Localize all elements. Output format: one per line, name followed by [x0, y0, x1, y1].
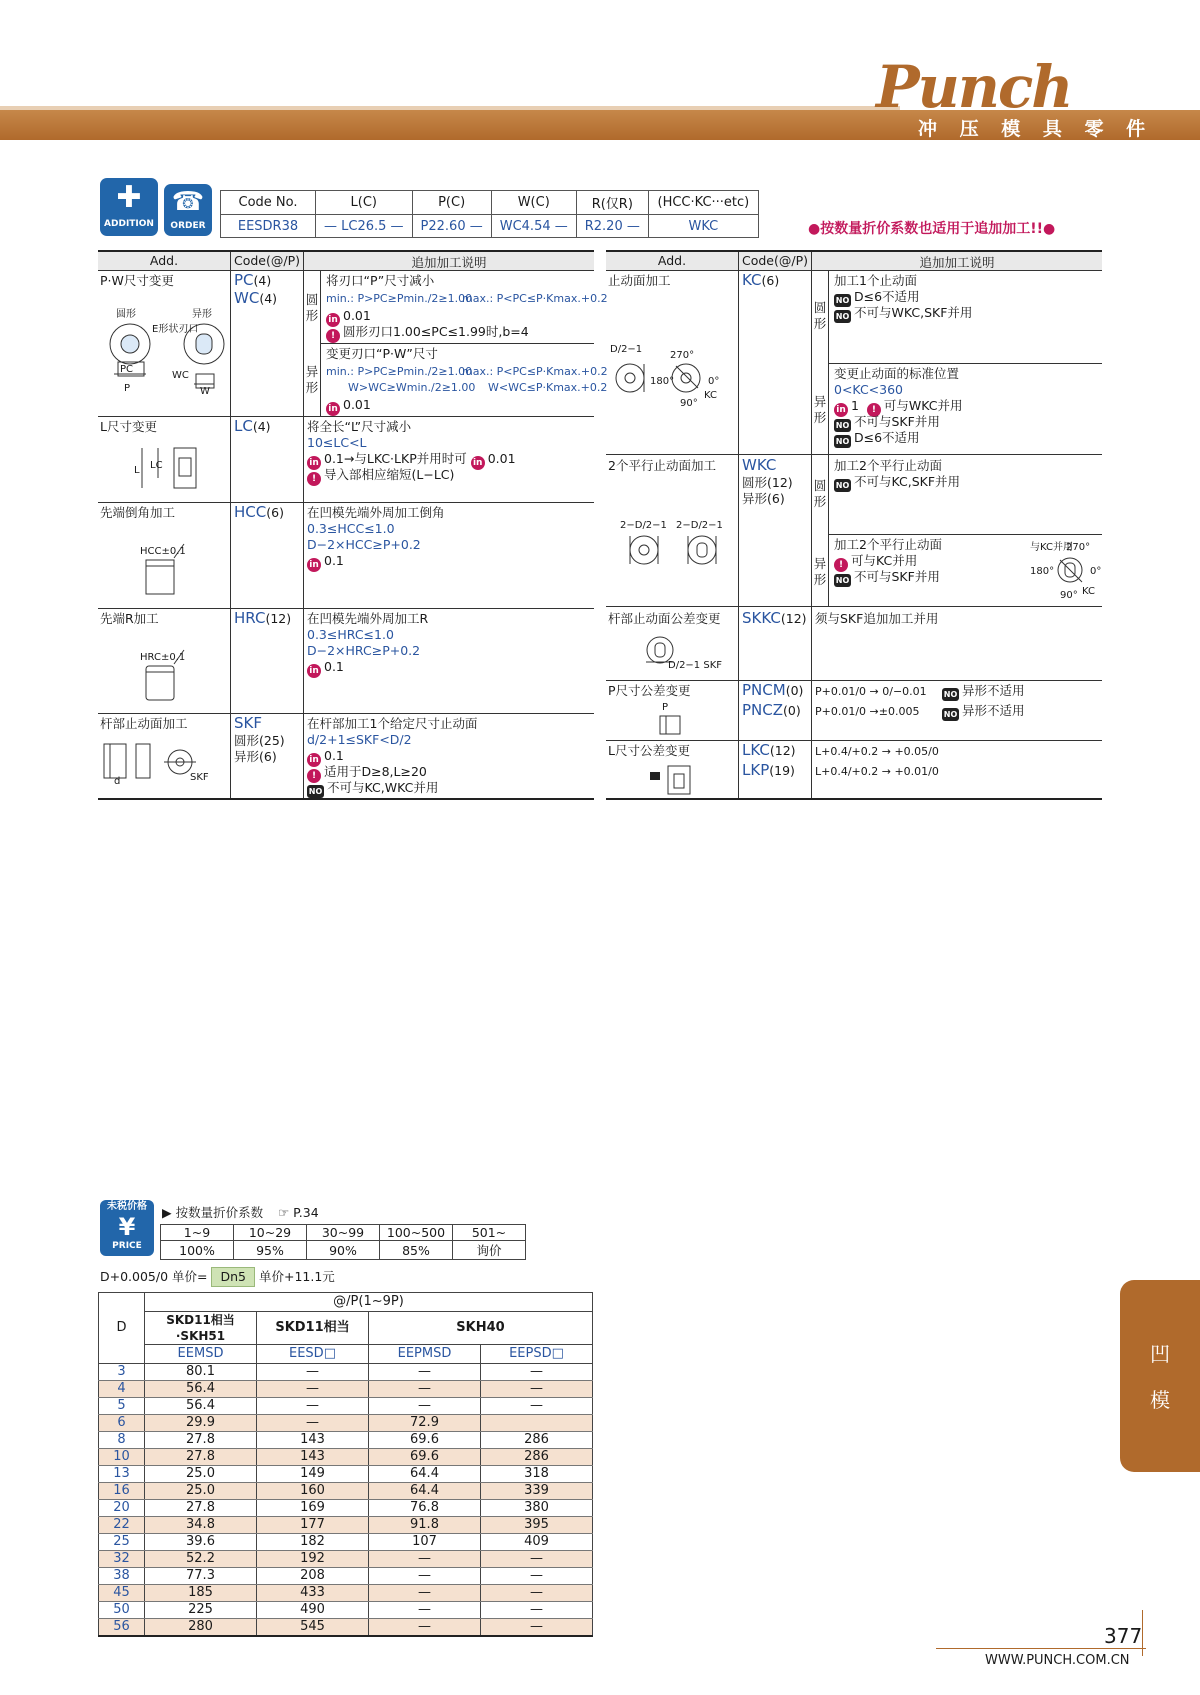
cell-price: 185 [145, 1585, 257, 1602]
pw-round-min: min.: P>PC≥Pmin./2≥1.00 [326, 292, 473, 305]
skf-line1: 在杆部加工1个给定尺寸止动面 [307, 716, 478, 731]
code-value: R2.20 — [576, 215, 648, 238]
cell-price: 318 [481, 1466, 593, 1483]
cell-price: — [481, 1568, 593, 1585]
cell-price: — [481, 1602, 593, 1619]
cell-d: 50 [99, 1602, 145, 1619]
lc-line1: 将全长“L”尺寸减小 [307, 419, 412, 434]
table-row [99, 1551, 593, 1568]
pw-round-warn: ! 圆形刃口1.00≤PC≤1.99时,b=4 [326, 324, 529, 343]
material-3: SKH40 [369, 1312, 593, 1345]
pw-shaped-title: 变更刃口“P·W”尺寸 [326, 346, 438, 361]
cell-price: — [481, 1398, 593, 1415]
wkc-round-1: 加工2个平行止动面 [834, 458, 942, 473]
code-header: P(C) [412, 191, 491, 215]
no-icon: NO [943, 690, 958, 699]
shaped-label: 异形 [813, 556, 827, 587]
code-header: (HCC·KC···etc) [648, 191, 758, 215]
cell-price: 52.2 [145, 1551, 257, 1568]
cell-price: — [257, 1415, 369, 1432]
kc-sk-kc: KC [704, 390, 717, 401]
col-header-add: Add. [149, 253, 179, 268]
kc-sk-180: 180° [650, 376, 675, 387]
row-name-wkc: 2个平行止动面加工 [608, 458, 716, 473]
cell-price: 395 [481, 1517, 593, 1534]
sketch-label-d: d [114, 776, 121, 787]
hcc-line1: 在凹模先端外周加工倒角 [307, 505, 445, 520]
page-number: 377 [1104, 1624, 1143, 1648]
cell-price: — [481, 1364, 593, 1381]
cell-price: 225 [145, 1602, 257, 1619]
warning-icon: ! [834, 558, 848, 572]
wkc-sk-270: 270° [1066, 542, 1091, 553]
code-lc: LC(4) [234, 417, 271, 435]
dn5-code: Dn5 [211, 1267, 255, 1287]
cell-price: 143 [257, 1449, 369, 1466]
cell-d: 4 [99, 1381, 145, 1398]
cell-price: — [369, 1568, 481, 1585]
skkc-line1: 须与SKF追加加工并用 [815, 611, 939, 626]
cell-price: — [481, 1381, 593, 1398]
row-name-kc: 止动面加工 [608, 273, 671, 288]
row-name-hcc: 先端倒角加工 [100, 505, 176, 520]
cell-price: 39.6 [145, 1534, 257, 1551]
increment-icon: in [307, 753, 321, 767]
rate-cell: 100% [161, 1241, 234, 1260]
hcc-line2: 0.3≤HCC≤1.0 [307, 521, 395, 536]
cell-price: 286 [481, 1432, 593, 1449]
pncm-note: NO 异形不适用 [943, 683, 1025, 699]
row-name-lkc: L尺寸公差变更 [608, 743, 690, 758]
code-value: EESDR38 [221, 215, 316, 238]
increment-icon: in [307, 456, 321, 470]
kc-round-2: NO D≤6不适用 [835, 289, 920, 305]
cell-price: 182 [257, 1534, 369, 1551]
pncm-tol: P+0.01/0 → 0/−0.01 [815, 685, 927, 698]
sketch-label-e: E形状刃口 [152, 324, 199, 335]
wkc-sk-2: 2−D/2−1 [676, 520, 723, 531]
cell-d: 32 [99, 1551, 145, 1568]
code-header: L(C) [316, 191, 413, 215]
cell-price: — [257, 1381, 369, 1398]
addition-badge [100, 178, 158, 236]
span-header: @/P(1~9P) [145, 1293, 593, 1312]
wkc-shaped-3: NO 不可与SKF并用 [835, 569, 940, 585]
col-header-add: Add. [657, 253, 687, 268]
cell-price: — [369, 1398, 481, 1415]
no-icon: NO [835, 296, 850, 305]
table-row [99, 1602, 593, 1619]
code-lkc: LKC(12) [742, 741, 796, 759]
cell-price: 208 [257, 1568, 369, 1585]
sketch-label-w: W [200, 386, 210, 397]
round-label: 圆形 [813, 478, 827, 509]
cell-price: 69.6 [369, 1449, 481, 1466]
code-eepmsd: EEPMSD [369, 1345, 481, 1364]
pw-shaped-max2: W<WC≤P·Kmax.+0.2 [488, 381, 608, 394]
sketch-label-wc: WC [172, 370, 189, 381]
material-1: SKD11相当·SKH51 [145, 1312, 257, 1345]
code-value: WC4.54 — [491, 215, 576, 238]
cell-price: — [369, 1364, 481, 1381]
table-row [99, 1398, 593, 1415]
cell-price: 169 [257, 1500, 369, 1517]
wkc-sk-90: 90° [1060, 590, 1078, 601]
table-row [99, 1585, 593, 1602]
table-row [99, 1568, 593, 1585]
lc-line4: ! 导入部相应缩短(L−LC) [307, 467, 454, 486]
cell-price: 77.3 [145, 1568, 257, 1585]
skf-sub-shaped: 异形(6) [234, 749, 277, 764]
wkc-shaped-2: ! 可与KC并用 [834, 553, 917, 572]
increment-icon: in [307, 558, 321, 572]
cell-d: 3 [99, 1364, 145, 1381]
cell-d: 22 [99, 1517, 145, 1534]
cell-d: 56 [99, 1619, 145, 1637]
row-name-lc: L尺寸变更 [100, 419, 157, 434]
code-pc: PC(4) [234, 271, 272, 289]
kc-round-1: 加工1个止动面 [834, 273, 917, 288]
table-row [99, 1381, 593, 1398]
cell-price: — [481, 1619, 593, 1637]
cell-d: 10 [99, 1449, 145, 1466]
cell-price: — [369, 1619, 481, 1637]
sketch-label-pc: PC [120, 364, 134, 375]
cell-price: 27.8 [145, 1500, 257, 1517]
col-header-desc: 追加加工说明 [919, 255, 995, 270]
no-icon: NO [308, 787, 323, 796]
skf-line3: in 0.1 [307, 748, 344, 767]
discount-note: ●按数量折价系数也适用于追加加工!!● [808, 221, 1056, 237]
brand-logo: Punch [876, 53, 1072, 121]
pncm-sk-p: P [662, 702, 669, 713]
code-lkp: LKP(19) [742, 761, 795, 779]
cell-d: 16 [99, 1483, 145, 1500]
cell-price: 72.9 [369, 1415, 481, 1432]
cell-price: 409 [481, 1534, 593, 1551]
price-table [98, 1292, 593, 1637]
rate-cell: 90% [307, 1241, 380, 1260]
increment-icon: in [307, 664, 321, 678]
cell-price: 177 [257, 1517, 369, 1534]
table-row [99, 1466, 593, 1483]
col-d: D [99, 1293, 145, 1364]
increment-icon: in [326, 313, 340, 327]
discount-ref-link[interactable]: ☞ P.34 [278, 1205, 319, 1220]
cell-price [481, 1415, 593, 1432]
kc-sk-d: D/2−1 [610, 344, 643, 355]
lc-sketch [130, 444, 200, 492]
footer-url[interactable]: WWW.PUNCH.COM.CN [985, 1653, 1130, 1668]
price-badge [100, 1200, 154, 1256]
pw-shaped-in: in 0.01 [326, 397, 371, 416]
tab-line1: 凹 [1150, 1342, 1170, 1366]
sketch-label-skf: SKF [190, 772, 209, 783]
cell-price: — [481, 1551, 593, 1568]
warning-icon: ! [307, 769, 321, 783]
table-row [99, 1364, 593, 1381]
qty-cell: 501~ [453, 1225, 526, 1241]
col-header-code: Code(@/P) [233, 253, 300, 268]
wkc-sk-with-kc: 与KC并用 [1030, 542, 1073, 553]
rate-cell: 95% [234, 1241, 307, 1260]
hcc-line4: in 0.1 [307, 553, 344, 572]
cell-price: 149 [257, 1466, 369, 1483]
hrc-line1: 在凹模先端外周加工R [307, 611, 429, 626]
code-hrc: HRC(12) [234, 609, 292, 627]
cell-price: 69.6 [369, 1432, 481, 1449]
code-header: R(仅R) [576, 191, 648, 215]
qty-cell: 1~9 [161, 1225, 234, 1241]
sketch-label-l: L [134, 465, 140, 476]
cell-price: 56.4 [145, 1398, 257, 1415]
price-badge-bottom: PRICE [112, 1241, 142, 1251]
lc-line3: in 0.1→与LKC·LKP并用时可 in 0.01 [307, 451, 516, 470]
no-icon: NO [835, 576, 850, 585]
wkc-sk-kc: KC [1082, 586, 1095, 597]
table-row [99, 1500, 593, 1517]
skf-line2: d/2+1≤SKF<D/2 [307, 732, 412, 747]
row-name-skf: 杆部止动面加工 [100, 716, 188, 731]
table-row [99, 1432, 593, 1449]
shaped-label: 异形 [305, 364, 319, 395]
order-code-table [220, 190, 759, 238]
cell-price: 339 [481, 1483, 593, 1500]
pncz-note: NO 异形不适用 [943, 703, 1025, 719]
cell-d: 6 [99, 1415, 145, 1432]
cell-d: 38 [99, 1568, 145, 1585]
cell-price: 286 [481, 1449, 593, 1466]
code-skkc: SKKC(12) [742, 609, 807, 627]
table-row [99, 1449, 593, 1466]
cell-price: 27.8 [145, 1432, 257, 1449]
code-eemsd: EEMSD [145, 1345, 257, 1364]
round-label: 圆形 [305, 292, 319, 323]
table-row [99, 1619, 593, 1637]
rate-cell: 询价 [453, 1241, 526, 1260]
kc-shaped-4: NO 不可与SKF并用 [835, 414, 940, 430]
code-pncm: PNCM(0) [742, 681, 804, 699]
kc-shaped-3: in 1 ! 可与WKC并用 [834, 398, 963, 417]
cell-price: 64.4 [369, 1483, 481, 1500]
cell-price: — [257, 1398, 369, 1415]
skf-sub-round: 圆形(25) [234, 733, 285, 748]
order-label: ORDER [170, 221, 206, 231]
cell-price: 34.8 [145, 1517, 257, 1534]
pncz-tol: P+0.01/0 →±0.005 [815, 705, 920, 718]
sketch-label-lc: LC [150, 460, 163, 471]
cell-price: — [369, 1602, 481, 1619]
phone-icon: ☎ [171, 187, 205, 217]
table-row [99, 1483, 593, 1500]
no-icon: NO [835, 481, 850, 490]
tab-line2: 模 [1150, 1388, 1170, 1412]
cell-price: 280 [145, 1619, 257, 1637]
qty-cell: 100~500 [380, 1225, 453, 1241]
wkc-sk-1: 2−D/2−1 [620, 520, 667, 531]
cell-d: 20 [99, 1500, 145, 1517]
addition-label: ADDITION [104, 219, 154, 229]
plus-icon: ✚ [116, 180, 142, 215]
wkc-sk-180: 180° [1030, 566, 1055, 577]
pw-round-title: 将刃口“P”尺寸减小 [326, 273, 435, 288]
row-name-pw: P·W尺寸变更 [100, 273, 174, 288]
code-kc: KC(6) [742, 271, 780, 289]
cell-price: 380 [481, 1500, 593, 1517]
kc-sk-0: 0° [708, 376, 720, 387]
sketch-label-hrc: HRC±0.1 [140, 652, 186, 663]
increment-icon: in [471, 456, 485, 470]
increment-icon: in [834, 403, 848, 417]
pw-shaped-min: min.: P>PC≥Pmin./2≥1.00 [326, 365, 473, 378]
cell-price: 91.8 [369, 1517, 481, 1534]
sketch-label-hcc: HCC±0.1 [140, 546, 186, 557]
skf-line4: ! 适用于D≥8,L≥20 [307, 764, 427, 783]
pw-round-in: in 0.01 [326, 308, 371, 327]
pw-shaped-min2: W>WC≥Wmin./2≥1.00 [348, 381, 476, 394]
d-tolerance-line: D+0.005/0 单价= Dn5 单价+11.1元 [100, 1267, 335, 1287]
order-badge [164, 184, 212, 236]
discount-title: ▶ 按数量折价系数 [162, 1205, 264, 1220]
lkc-sketch [648, 762, 698, 796]
pncm-sketch [656, 712, 686, 736]
pw-shaped-max: max.: P<PC≤P·Kmax.+0.2 [462, 365, 608, 378]
lkc-tol: L+0.4/+0.2 → +0.05/0 [815, 745, 939, 758]
no-icon: NO [943, 710, 958, 719]
shaped-label: 异形 [813, 394, 827, 425]
code-eesd: EESD□ [257, 1345, 369, 1364]
kc-shaped-2: 0<KC<360 [834, 382, 904, 397]
table-row [99, 1415, 593, 1432]
sketch-label-shaped: 异形 [192, 309, 212, 320]
cell-d: 5 [99, 1398, 145, 1415]
cell-price: — [369, 1381, 481, 1398]
hrc-line3: D−2×HRC≥P+0.2 [307, 643, 421, 658]
cell-price: 80.1 [145, 1364, 257, 1381]
skkc-sk: D/2−1 SKF [668, 660, 723, 671]
wkc-sub-shaped: 异形(6) [742, 491, 785, 506]
table-row [99, 1534, 593, 1551]
brand-subtitle: 冲 压 模 具 零 件 [918, 118, 1154, 140]
code-hcc: HCC(6) [234, 503, 284, 521]
pw-round-max: max.: P<PC≤P·Kmax.+0.2 [462, 292, 608, 305]
cell-d: 45 [99, 1585, 145, 1602]
kc-shaped-1: 变更止动面的标准位置 [834, 366, 960, 381]
cell-price: 29.9 [145, 1415, 257, 1432]
hrc-line4: in 0.1 [307, 659, 344, 678]
wkc-round-2: NO 不可与KC,SKF并用 [835, 474, 961, 490]
kc-shaped-5: NO D≤6不适用 [835, 430, 920, 446]
no-icon: NO [835, 312, 850, 321]
kc-sk-270: 270° [670, 350, 695, 361]
round-label: 圆形 [813, 300, 827, 331]
hcc-line3: D−2×HCC≥P+0.2 [307, 537, 421, 552]
wkc-sk-0: 0° [1090, 566, 1102, 577]
cell-price: 143 [257, 1432, 369, 1449]
cell-price: 25.0 [145, 1483, 257, 1500]
kc-sk-90: 90° [680, 398, 698, 409]
code-value: WKC [648, 215, 758, 238]
material-2: SKD11相当 [257, 1312, 369, 1345]
cell-price: 25.0 [145, 1466, 257, 1483]
lkp-tol: L+0.4/+0.2 → +0.01/0 [815, 765, 939, 778]
code-skf: SKF [234, 714, 262, 732]
cell-price: 160 [257, 1483, 369, 1500]
yen-icon: ¥ [118, 1213, 136, 1241]
no-icon: NO [835, 437, 850, 446]
col-header-code: Code(@/P) [741, 253, 808, 268]
row-name-hrc: 先端R加工 [100, 611, 159, 626]
kc-round-3: NO 不可与WKC,SKF并用 [835, 305, 973, 321]
sketch-label-p: P [124, 383, 131, 394]
qty-cell: 30~99 [307, 1225, 380, 1241]
code-wc: WC(4) [234, 289, 278, 307]
row-name-skkc: 杆部止动面公差变更 [608, 611, 721, 626]
code-header: W(C) [491, 191, 576, 215]
cell-price: — [257, 1364, 369, 1381]
cell-d: 8 [99, 1432, 145, 1449]
hrc-line2: 0.3≤HRC≤1.0 [307, 627, 394, 642]
code-wkc: WKC [742, 456, 777, 474]
cell-price: 490 [257, 1602, 369, 1619]
cell-price: 192 [257, 1551, 369, 1568]
cell-price: 27.8 [145, 1449, 257, 1466]
wkc-shaped-1: 加工2个平行止动面 [834, 537, 942, 552]
cell-price: 76.8 [369, 1500, 481, 1517]
cell-price: 64.4 [369, 1466, 481, 1483]
cell-d: 25 [99, 1534, 145, 1551]
rate-cell: 85% [380, 1241, 453, 1260]
cell-price: 545 [257, 1619, 369, 1637]
code-pncz: PNCZ(0) [742, 701, 801, 719]
price-badge-top: 未税价格 [107, 1201, 147, 1212]
warning-icon: ! [867, 403, 881, 417]
col-header-desc: 追加加工说明 [411, 255, 487, 270]
cell-d: 13 [99, 1466, 145, 1483]
cell-price: 107 [369, 1534, 481, 1551]
cell-price: 56.4 [145, 1381, 257, 1398]
cell-price: — [369, 1551, 481, 1568]
cell-price: — [369, 1585, 481, 1602]
code-eepsd: EEPSD□ [481, 1345, 593, 1364]
code-value: P22.60 — [412, 215, 491, 238]
row-name-pncm: P尺寸公差变更 [608, 683, 691, 698]
no-icon: NO [835, 421, 850, 430]
discount-table [160, 1224, 526, 1260]
warning-icon: ! [326, 329, 340, 343]
wkc-sub-round: 圆形(12) [742, 475, 793, 490]
qty-cell: 10~29 [234, 1225, 307, 1241]
sketch-label-round: 圆形 [116, 309, 136, 320]
code-header: Code No. [221, 191, 316, 215]
code-value: — LC26.5 — [316, 215, 413, 238]
cell-price: — [481, 1585, 593, 1602]
lc-line2: 10≤LC<L [307, 435, 367, 450]
cell-price: 433 [257, 1585, 369, 1602]
increment-icon: in [326, 402, 340, 416]
warning-icon: ! [307, 472, 321, 486]
table-row [99, 1517, 593, 1534]
skf-line5: NO 不可与KC,WKC并用 [308, 780, 439, 796]
section-tab [1120, 1280, 1200, 1472]
